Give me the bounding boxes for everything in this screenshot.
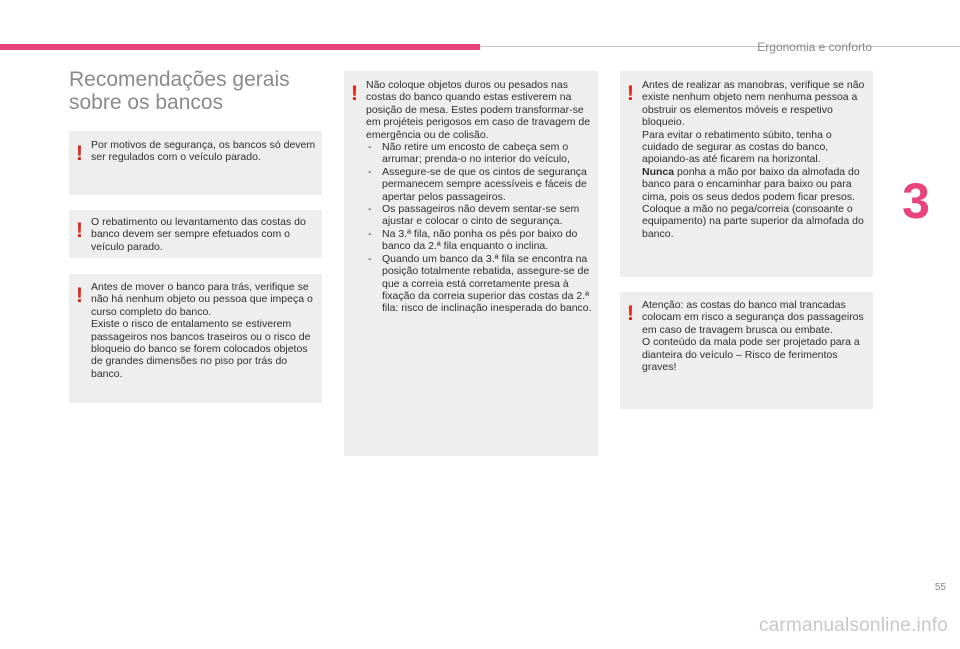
emphasis-text: Nunca bbox=[642, 165, 675, 178]
page-number: 55 bbox=[934, 582, 946, 593]
warning-text: ponha a mão por baixo da almofada do banco para o encaminhar para baixo ou para cima, pois os seus dedos podem ficar presos. Coloque a mão no pega/correia (consoante o equipamento) na parte superior da almofada do banco. bbox=[642, 165, 864, 240]
warning-list-item: - Assegure-se de que os cintos de segurança permanecem sempre acessíveis e fáceis de apertar pelos passageiros. bbox=[366, 166, 592, 203]
exclamation-warning-icon: ! bbox=[76, 219, 83, 242]
watermark: carmanualsonline.info bbox=[758, 615, 948, 636]
warning-list-item: - Os passageiros não devem sentar-se sem ajustar e colocar o cinto de segurança. bbox=[366, 203, 592, 228]
warning-text: Por motivos de segurança, os bancos só devem ser regulados com o veículo parado. bbox=[91, 139, 316, 164]
warning-list-item: - Quando um banco da 3.ª fila se encontra na posição totalmente rebatida, assegure-se de que a correia está corretamente presa à fixação da correia superior das costas da 2.ª fila: risco de inclinação inesperada do banco. bbox=[366, 253, 592, 315]
header-accent-bar bbox=[0, 44, 480, 50]
warning-paragraph: Para evitar o rebatimento súbito, tenha o cuidado de segurar as costas do banco, apoiando-as até ficarem na horizontal. bbox=[642, 128, 832, 166]
exclamation-warning-icon: ! bbox=[627, 82, 634, 105]
warning-box-adjust-stationary bbox=[69, 131, 322, 195]
warning-list-item: - Não retire um encosto de cabeça sem o arrumar; prenda-o no interior do veículo, bbox=[366, 141, 592, 166]
warning-box-locking bbox=[620, 292, 873, 409]
chapter-number: 3 bbox=[902, 173, 930, 229]
warning-box-moving-seat-back bbox=[69, 274, 322, 403]
exclamation-warning-icon: ! bbox=[76, 142, 83, 165]
warning-paragraph bbox=[642, 166, 867, 240]
warning-text: O rebatimento ou levantamento das costas do banco devem ser sempre efetuados com o veículo parado. bbox=[91, 216, 306, 253]
warning-box-folding-stationary bbox=[69, 210, 322, 258]
warning-paragraph: Antes de mover o banco para trás, verifique se não há nenhum objeto ou pessoa que impeça o curso completo do banco. bbox=[91, 281, 313, 318]
warning-list-item: - Na 3.ª fila, não ponha os pés por baixo do banco da 2.ª fila enquanto o inclina. bbox=[366, 228, 592, 253]
warning-paragraph: Antes de realizar as manobras, verifique se não existe nenhum objeto nem nenhuma pessoa a obstruir os elementos móveis e respetivo bloqueio. bbox=[642, 79, 865, 129]
exclamation-warning-icon: ! bbox=[351, 82, 358, 105]
warning-box-maneuvers bbox=[620, 71, 873, 277]
page-title: Recomendações gerais sobre os bancos bbox=[69, 68, 290, 114]
warning-list bbox=[366, 141, 592, 315]
section-title: Ergonomia e conforto bbox=[757, 40, 872, 54]
exclamation-warning-icon: ! bbox=[76, 284, 83, 307]
warning-paragraph: Não coloque objetos duros ou pesados nas costas do banco quando estas estiverem na posição de mesa. Estes podem transformar-se em projéteis perigosos em caso de travagem de emergência ou de colisão. bbox=[366, 79, 591, 141]
warning-paragraph: Atenção: as costas do banco mal trancadas colocam em risco a segurança dos passageiros em caso de travagem brusca ou embate. bbox=[642, 299, 864, 336]
warning-paragraph: O conteúdo da mala pode ser projetado para a dianteira do veículo – Risco de ferimentos graves! bbox=[642, 336, 860, 374]
warning-box-table-position bbox=[344, 71, 598, 456]
header-divider bbox=[480, 46, 960, 47]
warning-paragraph: Existe o risco de entalamento se estiverem passageiros nos bancos traseiros ou o risco de bloqueio do banco se forem colocados objetos de grandes dimensões no piso por trás do banco. bbox=[91, 318, 311, 380]
exclamation-warning-icon: ! bbox=[627, 302, 634, 325]
